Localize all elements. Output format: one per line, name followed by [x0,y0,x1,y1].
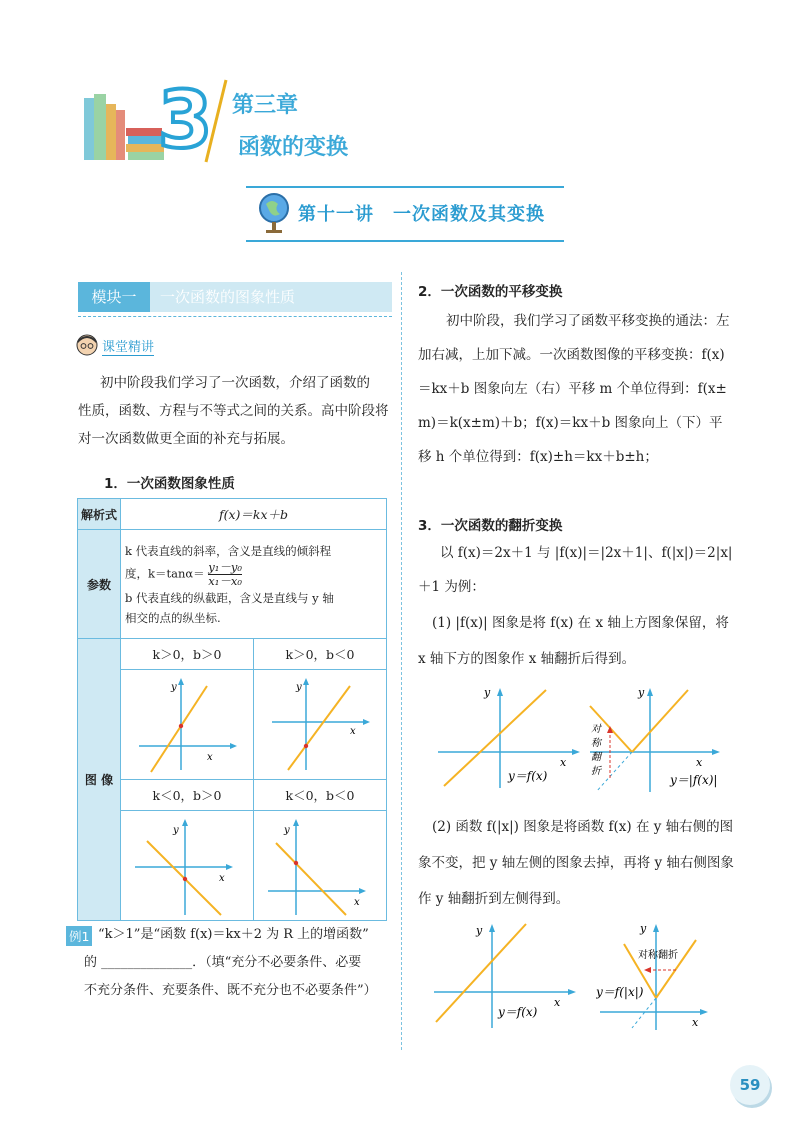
page-number: 59 [730,1065,770,1105]
s3b-line-1: (2) 函数 f(|x|) 图象是将函数 f(x) 在 y 轴右侧的图 [432,819,734,835]
svg-text:x: x [354,897,360,908]
y-axis-label: y [640,922,647,935]
graph-k-pos-b-pos [121,670,253,776]
s3b-line-2: 象不变，把 y 轴左侧的图象去掉，再将 y 轴右侧图象 [418,855,734,871]
case-graph-3 [121,811,254,921]
flip-label: 对称翻折 [638,950,678,961]
chapter-title: 第三章 [232,93,299,118]
example-tag: 例1 [66,926,92,946]
graph-k-neg-b-neg [254,811,386,917]
case-graph-4 [254,811,387,921]
x-axis-label: x [692,1016,699,1029]
books-illustration [82,92,170,162]
abs-fx-label: y＝|f(x)| [670,773,718,787]
intro-line-3: 对一次函数做更全面的补充与拓展。 [78,431,294,447]
param-line-2: 度，k＝tanα＝ $\frac{\text{y₁－y₀}}{\text{x₁－x₀}}$ [125,559,242,588]
section-heading-2: 2．一次函数的平移变换 [418,284,563,300]
y-axis-label: y [484,686,491,699]
graph-k-neg-b-pos [121,811,253,917]
flip-char-3: 翻 [591,752,601,763]
chapter-subtitle: 函数的变换 [238,135,349,160]
example-line-2[interactable]: 的 ______________．（填“充分不必要条件、必要 [84,955,362,970]
table-head-formula: 解析式 [78,499,121,530]
graph-k-pos-b-neg [254,670,386,776]
table-head-graph: 图 像 [78,639,121,921]
module-title: 一次函数的图象性质 [160,288,296,306]
s2-line-4: m)＝k(x±m)＋b；f(x)＝kx＋b 图象向上（下）平 [418,415,723,431]
s2-line-2: 加右减，上加下减。一次函数图像的平移变换：f(x) [418,347,725,363]
section-heading-1: 1．一次函数图象性质 [104,476,235,492]
case-graph-2 [254,670,387,780]
case-graph-1 [121,670,254,780]
lesson-tag: 课堂精讲 [102,336,154,356]
chapter-slash [200,76,230,170]
case-label-2: k＞0，b＜0 [254,639,387,670]
y-axis-label: y [476,924,483,937]
svg-text:x: x [207,752,213,763]
x-axis-label: x [554,996,561,1009]
slope-denominator: x₁－x₀ [208,573,242,588]
x-axis-label: x [560,756,567,769]
x-axis-label: x [696,756,703,769]
intro-line-2: 性质，函数、方程与不等式之间的关系。高中阶段将 [78,403,389,419]
s3-line-4: x 轴下方的图象作 x 轴翻折后得到。 [418,651,636,667]
s3-line-1: 以 f(x)＝2x＋1 与 |f(x)|＝|2x＋1|、f(|x|)＝2|x| [440,545,733,561]
svg-text:x: x [219,873,225,884]
chapter-number: 3 [158,76,213,166]
flip-char-4: 折 [591,766,601,777]
svg-text:y: y [296,682,302,693]
module-tag: 模块一 [78,282,150,312]
s3b-line-3: 作 y 轴翻折到左侧得到。 [418,891,570,907]
svg-text:y: y [173,825,179,836]
table-head-params: 参数 [78,530,121,639]
intro-line-1: 初中阶段我们学习了一次函数，介绍了函数的 [100,375,370,391]
graph-abs-fx [586,684,726,798]
y-axis-label: y [638,686,645,699]
s3-line-3: (1) |f(x)| 图象是将 f(x) 在 x 轴上方图象保留，将 [432,615,729,631]
lecture-title: 第十一讲 一次函数及其变换 [298,204,545,225]
s2-line-3: ＝kx＋b 图象向左（右）平移 m 个单位得到：f(x± [418,381,727,397]
globe-icon [256,190,292,240]
s3-line-2: ＋1 为例： [418,579,485,595]
example-line-3: 不充分条件、充要条件、既不充分也不必要条件”） [84,983,377,998]
case-label-4: k＜0，b＜0 [254,780,387,811]
svg-text:x: x [350,726,356,737]
params-cell [121,530,387,639]
graph-fx-2 [430,920,580,1034]
column-divider [401,272,402,1050]
param-line-1: k 代表直线的斜率，含义是直线的倾斜程 [125,543,332,558]
module-divider [78,316,392,317]
svg-text:y: y [171,682,177,693]
s2-line-5: 移 h 个单位得到：f(x)±h＝kx＋b±h； [418,449,658,465]
properties-table [77,498,387,921]
graph-fx-1 [434,684,584,794]
formula-cell: f(x)＝kx＋b [121,499,387,530]
s2-line-1: 初中阶段，我们学习了函数平移变换的通法：左 [446,313,730,329]
fx-label: y＝f(x) [498,1005,538,1019]
flip-char-1: 对 [591,724,601,735]
section-heading-3: 3．一次函数的翻折变换 [418,518,563,534]
f-absx-label: y＝f(|x|) [596,985,644,999]
case-label-3: k＜0，b＞0 [121,780,254,811]
example-line-1: “k＞1”是“函数 f(x)＝kx＋2 为 R 上的增函数” [98,927,369,942]
teacher-icon [76,334,98,360]
flip-char-2: 称 [591,738,601,749]
case-label-1: k＞0，b＞0 [121,639,254,670]
fx-label: y＝f(x) [508,769,548,783]
param-line-3: b 代表直线的纵截距，含义是直线与 y 轴 [125,590,334,605]
param-line-4: 相交的点的纵坐标. [125,610,221,625]
slope-numerator: y₁－y₀ [208,559,242,574]
svg-text:y: y [284,825,290,836]
graph-f-absx [596,920,716,1036]
